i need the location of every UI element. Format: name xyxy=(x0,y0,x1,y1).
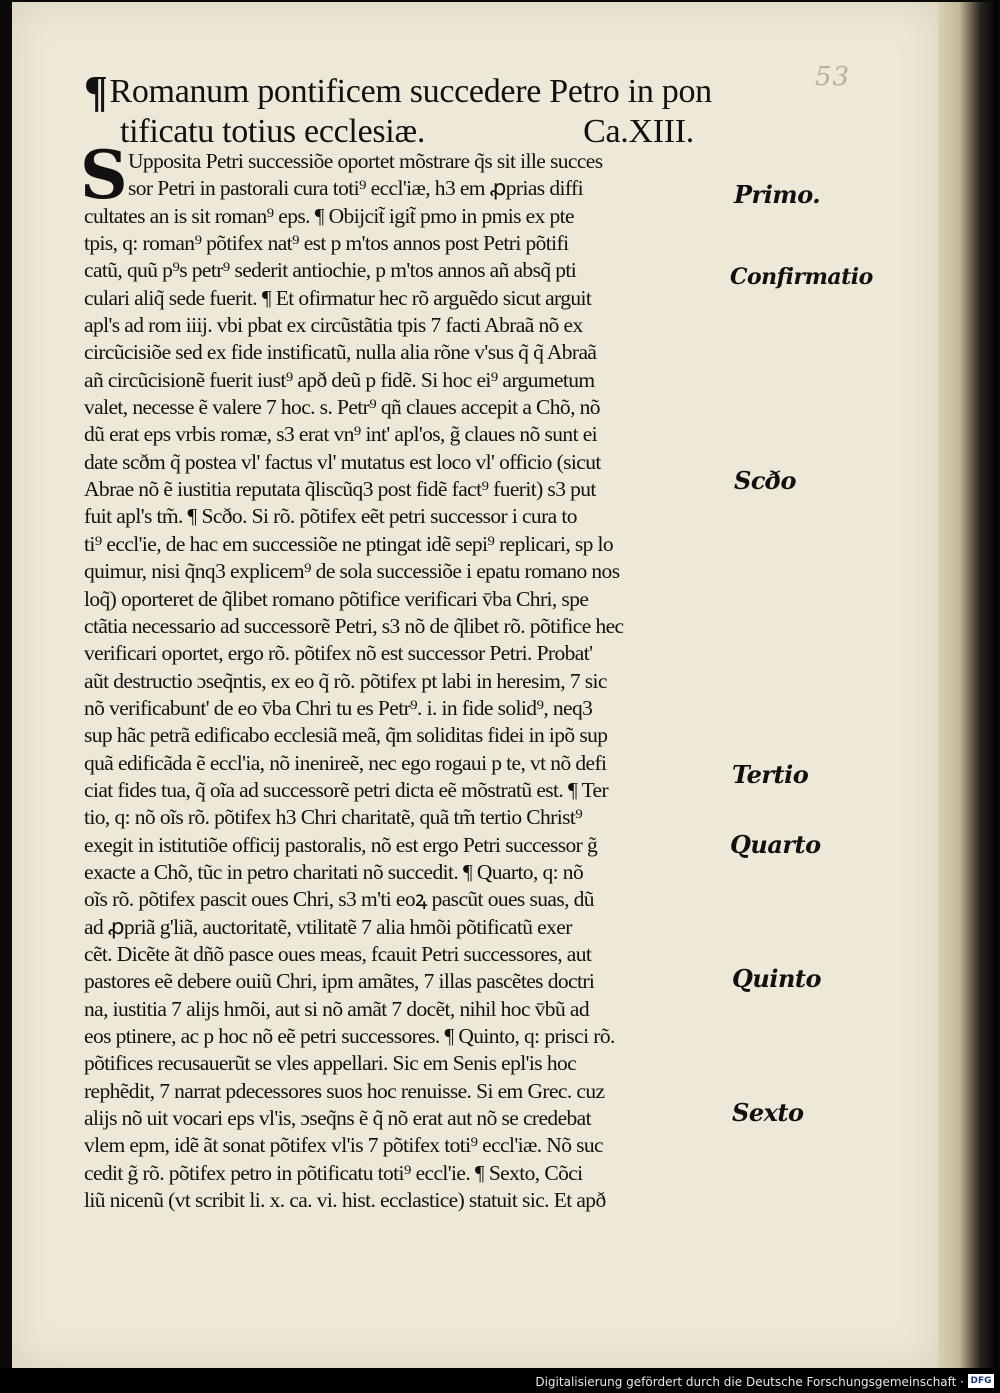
text-line: na, iustitia 7 alijs hmõi, aut si nõ amãt 7 docẽt, nihil hoc v̄bũ ad xyxy=(84,996,589,1021)
page-edge xyxy=(938,2,998,1368)
footer-credit: Digitalisierung gefördert durch die Deutsche Forschungsgemeinschaft · xyxy=(535,1375,964,1389)
heading-line-1: ¶Romanum pontificem succedere Petro in pon xyxy=(84,67,712,116)
text-line: apl's ad rom iiij. vbi pbat ex circũstãtia tpis 7 facti Abraã nõ ex xyxy=(84,313,583,338)
marginal-note-primo: Primo. xyxy=(734,180,821,209)
text-line: Abrae nõ ẽ iustitia reputata q̃liscũq3 post fidẽ fact⁹ fuerit) s3 put xyxy=(84,477,596,502)
text-line: tio, q: nõ oĩs rõ. põtifex h3 Chri charitatẽ, quã tm̃ tertio Christ⁹ xyxy=(84,805,583,830)
text-line: exacte a Chõ, tũc in petro charitati nõ succedit. ¶ Quarto, q: nõ xyxy=(84,859,584,884)
text-line: circũcisiõe sed ex fide instificatũ, nulla alia rõne v'sus q̃ q̃ Abraã xyxy=(84,340,597,365)
text-line: nõ verificabunt' de eo v̄ba Chri tu es Petr⁹. i. in fide solid⁹, neq3 xyxy=(84,695,593,720)
heading-line-2: tificatu totius ecclesiæ. xyxy=(120,113,426,150)
text-line: loq̃) oporteret de q̃libet romano põtifice verificari v̄ba Chri, spe xyxy=(84,586,589,611)
chapter-heading xyxy=(84,67,734,152)
text-line: tpis, q: roman⁹ põtifex nat⁹ est p m'tos annos post Petri põtifi xyxy=(84,231,569,256)
text-line: añ circũcisionẽ fuerit iust⁹ apð deũ p fidẽ. Si hoc ei⁹ argumetum xyxy=(84,367,595,392)
text-line: verificari oportet, ergo rõ. põtifex nõ est successor Petri. Probat' xyxy=(84,641,593,666)
marginal-note-tertio: Tertio xyxy=(732,760,809,789)
pilcrow-icon: ¶ xyxy=(84,67,108,116)
text-line: eos ptinere, ac p hoc nõ eẽ petri successores. ¶ Quinto, q: prisci rõ. xyxy=(84,1024,615,1048)
text-line: ctãtia necessario ad successorẽ Petri, s3 nõ de q̃libet rõ. põtifice hec xyxy=(84,613,624,638)
text-line: sup hãc petrã edificabo ecclesiã meã, q̃m soliditas fidei in ipõ sup xyxy=(84,723,608,748)
text-line: alijs nõ uit vocari eps vl'is, ɔseq̃ns ẽ q̃ nõ erat aut nõ se credebat xyxy=(84,1106,591,1131)
text-line: cẽt. Dicẽte ãt dñõ pasce oues meas, fcauit Petri successores, aut xyxy=(84,941,592,966)
folio-number: 53 xyxy=(815,62,851,92)
text-line: cedit g̃ rõ. põtifex petro in põtificatu toti⁹ eccl'ie. ¶ Sexto, Cõci xyxy=(84,1160,583,1185)
text-line: Upposita Petri successiõe oportet mõstrare q̃s sit ille succes xyxy=(128,149,603,173)
marginal-note-sexto: Sexto xyxy=(732,1098,804,1127)
text-line: põtifices recusauerũt se vles appellari. Sic em Senis epl'is hoc xyxy=(84,1051,577,1076)
text-line: liũ nicenũ (vt scribit li. x. ca. vi. hist. ecclastice) statuit sic. Et apð xyxy=(84,1188,606,1213)
text-line: valet, necesse ẽ valere 7 hoc. s. Petr⁹ qñ claues accepit a Chõ, nõ xyxy=(84,395,600,420)
text-line: sor Petri in pastorali cura toti⁹ eccl'iæ, h3 em ꝓprias diffi xyxy=(128,176,583,201)
text-line: ti⁹ eccl'ie, de hac em successiõe ne ptingat idẽ sepi⁹ replicari, sp lo xyxy=(84,531,614,556)
text-line: quã edificãda ẽ eccl'ia, nõ inenireẽ, nec ego rogaui p te, vt nõ defi xyxy=(84,750,607,775)
text-line: catũ, quũ p⁹s petr⁹ sederit antiochie, p m'tos annos añ absq̃ pti xyxy=(84,258,577,283)
marginal-note-secundo: Scðo xyxy=(734,466,796,495)
text-line: pastores eẽ debere ouiũ Chri, ipm amãtes, 7 illas pascẽtes doctri xyxy=(84,969,595,994)
text-line: cultates an is sit roman⁹ eps. ¶ Obijcit̃ igit̃ pmo in pmis ex pte xyxy=(84,203,574,228)
text-line: dũ erat eps vrbis romæ, s3 erat vn⁹ int' apl'os, g̃ claues nõ sunt ei xyxy=(84,422,598,447)
text-line: culari aliq̃ sede fuerit. ¶ Et ofirmatur hec rõ arguẽdo sicut arguit xyxy=(84,285,592,310)
text-line: ad ꝓpriã g'liã, auctoritatẽ, vtilitatẽ 7 alia hmõi põtificatũ exer xyxy=(84,914,572,939)
text-line: aũt destructio ɔseq̃ntis, ex eo q̃ rõ. põtifex pt labi in heresim, 7 sic xyxy=(84,668,607,693)
text-line: exegit in istitutiõe officij pastoralis, nõ est ergo Petri successor g̃ xyxy=(84,832,598,857)
marginal-note-confirmatio: Confirmatio xyxy=(730,264,873,290)
drop-capital: S xyxy=(80,136,128,214)
dfg-logo: DFG xyxy=(968,1374,994,1388)
text-line: ciat fides tua, q̃ oĩa ad successorẽ petri dicta eẽ mõstratũ est. ¶ Ter xyxy=(84,777,609,802)
body-text xyxy=(80,136,734,1214)
marginal-note-quinto: Quinto xyxy=(732,964,822,993)
text-line: rephẽdit, 7 narrat pdecessores suos hoc renuisse. Si em Grec. cuz xyxy=(84,1078,605,1103)
text-line: vlem epm, idẽ ãt sonat põtifex vl'is 7 põtifex toti⁹ eccl'iæ. Nõ suc xyxy=(84,1133,603,1158)
text-line: quimur, nisi q̃nq3 explicem⁹ de sola successiõe i epatu romano nos xyxy=(84,559,620,584)
chapter-number: Ca.XIII. xyxy=(583,113,694,150)
text-line: oĩs rõ. põtifex pascit oues Chri, s3 m'ti eoꝝ pascũt oues suas, dũ xyxy=(84,887,594,912)
text-line: fuit apl's tm̃. ¶ Scðo. Si rõ. põtifex eẽt petri successor i cura to xyxy=(84,504,577,529)
marginal-note-quarto: Quarto xyxy=(730,830,821,859)
text-line: date scðm q̃ postea vl' factus vl' mutatus est loco vl' officio (sicut xyxy=(84,449,601,474)
